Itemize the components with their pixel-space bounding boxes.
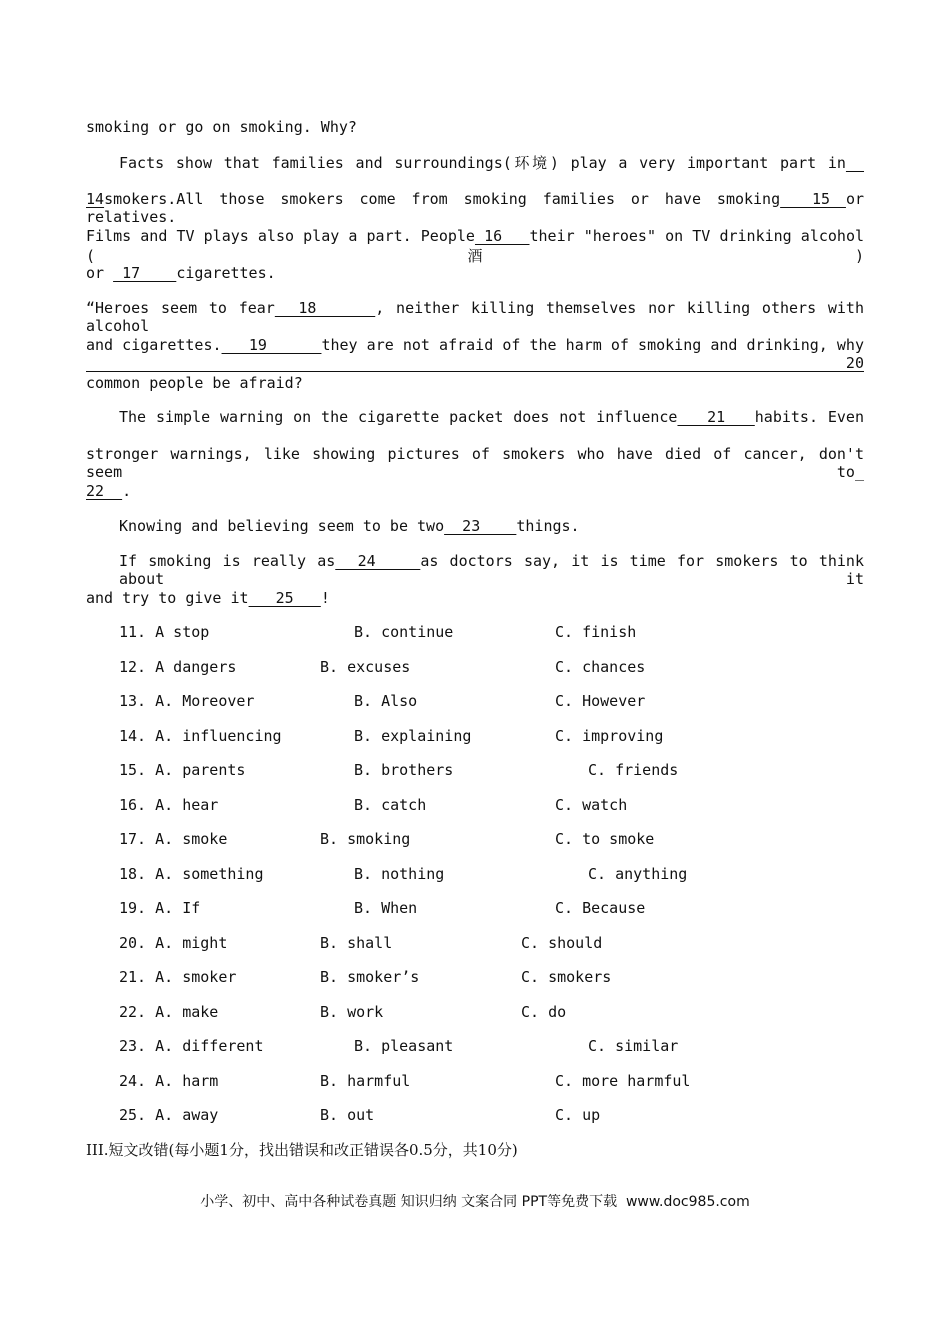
option-b: B. harmful [320,1072,411,1090]
option-a: 11. A stop [119,623,210,641]
option-a: 23. A. different [119,1037,264,1055]
blank: __ [845,154,864,172]
option-row [0,1106,950,1126]
option-row [0,796,950,816]
option-c: C. watch [555,796,628,814]
option-b: B. excuses [320,658,411,676]
option-a: 18. A. something [119,865,264,883]
option-b: B. brothers [354,761,454,779]
blank-22: 22 [86,482,123,500]
blank-15: 15 [780,190,846,208]
option-row [0,623,950,643]
option-c: C. However [555,692,646,710]
passage-text: ! [320,589,330,607]
option-row [0,934,950,954]
passage-text: or [86,264,114,282]
option-a: 17. A. smoke [119,830,228,848]
blank-23: 23 [444,517,517,535]
blank-17: 17 [113,264,177,282]
option-c: C. do [521,1003,567,1021]
passage-line [86,482,131,500]
option-row [0,968,950,988]
option-row [0,899,950,919]
passage-text: If smoking is really as [119,552,336,570]
option-row [0,1072,950,1092]
passage-line [86,589,330,607]
passage-line [119,152,864,173]
option-c: C. smokers [521,968,612,986]
passage-text: , neither killing themselves nor killing others with alcohol [86,299,864,335]
option-row [0,1003,950,1023]
blank-18: 18 [274,299,376,317]
option-b: B. pleasant [354,1037,454,1055]
option-a: 19. A. If [119,899,201,917]
passage-text: their "heroes" on TV drinking alcohol (酒) [86,227,865,265]
option-a: 16. A. hear [119,796,219,814]
passage-text: The simple warning on the cigarette packet does not influence [119,408,678,426]
option-a: 20. A. might [119,934,228,952]
option-c: C. improving [555,727,664,745]
passage-text: . [122,482,132,500]
option-row [0,830,950,850]
blank-16: 16 [474,227,530,245]
option-b: B. continue [354,623,454,641]
blank-25: 25 [248,589,321,607]
passage-text: and cigarettes. [86,336,222,354]
option-a: 21. A. smoker [119,968,237,986]
option-c: C. more harmful [555,1072,691,1090]
page-footer: 小学、初中、高中各种试卷真题 知识归纳 文案合同 PPT等免费下载 www.doc985.com [200,1194,750,1210]
option-b: B. smoking [320,830,411,848]
option-c: C. finish [555,623,637,641]
option-a: 14. A. influencing [119,727,282,745]
blank-14: 14 [86,190,105,208]
blank-21: 21 [677,408,755,426]
passage-line [86,336,864,372]
option-b: B. nothing [354,865,445,883]
passage-text: cigarettes. [176,264,276,282]
option-row [0,761,950,781]
option-b: B. explaining [354,727,472,745]
passage-text: Films and TV plays also play a part. People [86,227,475,245]
passage-line [86,299,864,335]
passage-line: common people be afraid? [86,374,303,392]
option-b: B. work [320,1003,384,1021]
passage-line [119,408,864,426]
option-c: C. chances [555,658,646,676]
option-row [0,727,950,747]
blank-20: 20 [86,354,864,372]
passage-line [119,517,580,535]
option-b: B. catch [354,796,427,814]
option-b: B. out [320,1106,375,1124]
passage-line [86,190,864,226]
passage-text: things. [516,517,580,535]
passage-text: they are not afraid of the harm of smoking and drinking, why [321,336,864,354]
passage-text: smokers.All those smokers come from smoking families or have smoking [104,190,781,208]
passage-text: or relatives. [86,190,864,226]
passage-text: habits. Even [754,408,864,426]
passage-text: and try to give it [86,589,249,607]
option-a: 22. A. make [119,1003,219,1021]
option-b: B. When [354,899,418,917]
passage-line [86,227,864,266]
passage-line: stronger warnings, like showing pictures of smokers who have died of cancer, don't seem to_ [86,445,864,481]
option-a: 15. A. parents [119,761,246,779]
option-c: C. similar [588,1037,679,1055]
option-c: C. friends [588,761,679,779]
option-a: 13. A. Moreover [119,692,255,710]
option-c: C. should [521,934,603,952]
option-a: 12. A dangers [119,658,237,676]
option-row [0,865,950,885]
option-b: B. shall [320,934,393,952]
option-row [0,692,950,712]
passage-text: Knowing and believing seem to be two [119,517,445,535]
passage-line: smoking or go on smoking. Why? [86,118,357,136]
option-a: 24. A. harm [119,1072,219,1090]
blank-19: 19 [221,336,322,354]
option-c: C. anything [588,865,688,883]
option-a: 25. A. away [119,1106,219,1124]
option-c: C. Because [555,899,646,917]
passage-text: Facts show that families and surroundings(环境) play a very important part in [119,154,846,172]
option-row [0,658,950,678]
passage-line [119,552,864,588]
option-c: C. up [555,1106,601,1124]
blank-24: 24 [335,552,421,570]
option-b: B. smoker’s [320,968,420,986]
passage-line [86,264,276,282]
passage-text: “Heroes seem to fear [86,299,275,317]
option-b: B. Also [354,692,418,710]
section-heading: III.短文改错(每小题1分，找出错误和改正错误各0.5分，共10分) [86,1141,518,1159]
option-row [0,1037,950,1057]
passage-text: as doctors say, it is time for smokers to think about it [119,552,864,588]
option-c: C. to smoke [555,830,655,848]
